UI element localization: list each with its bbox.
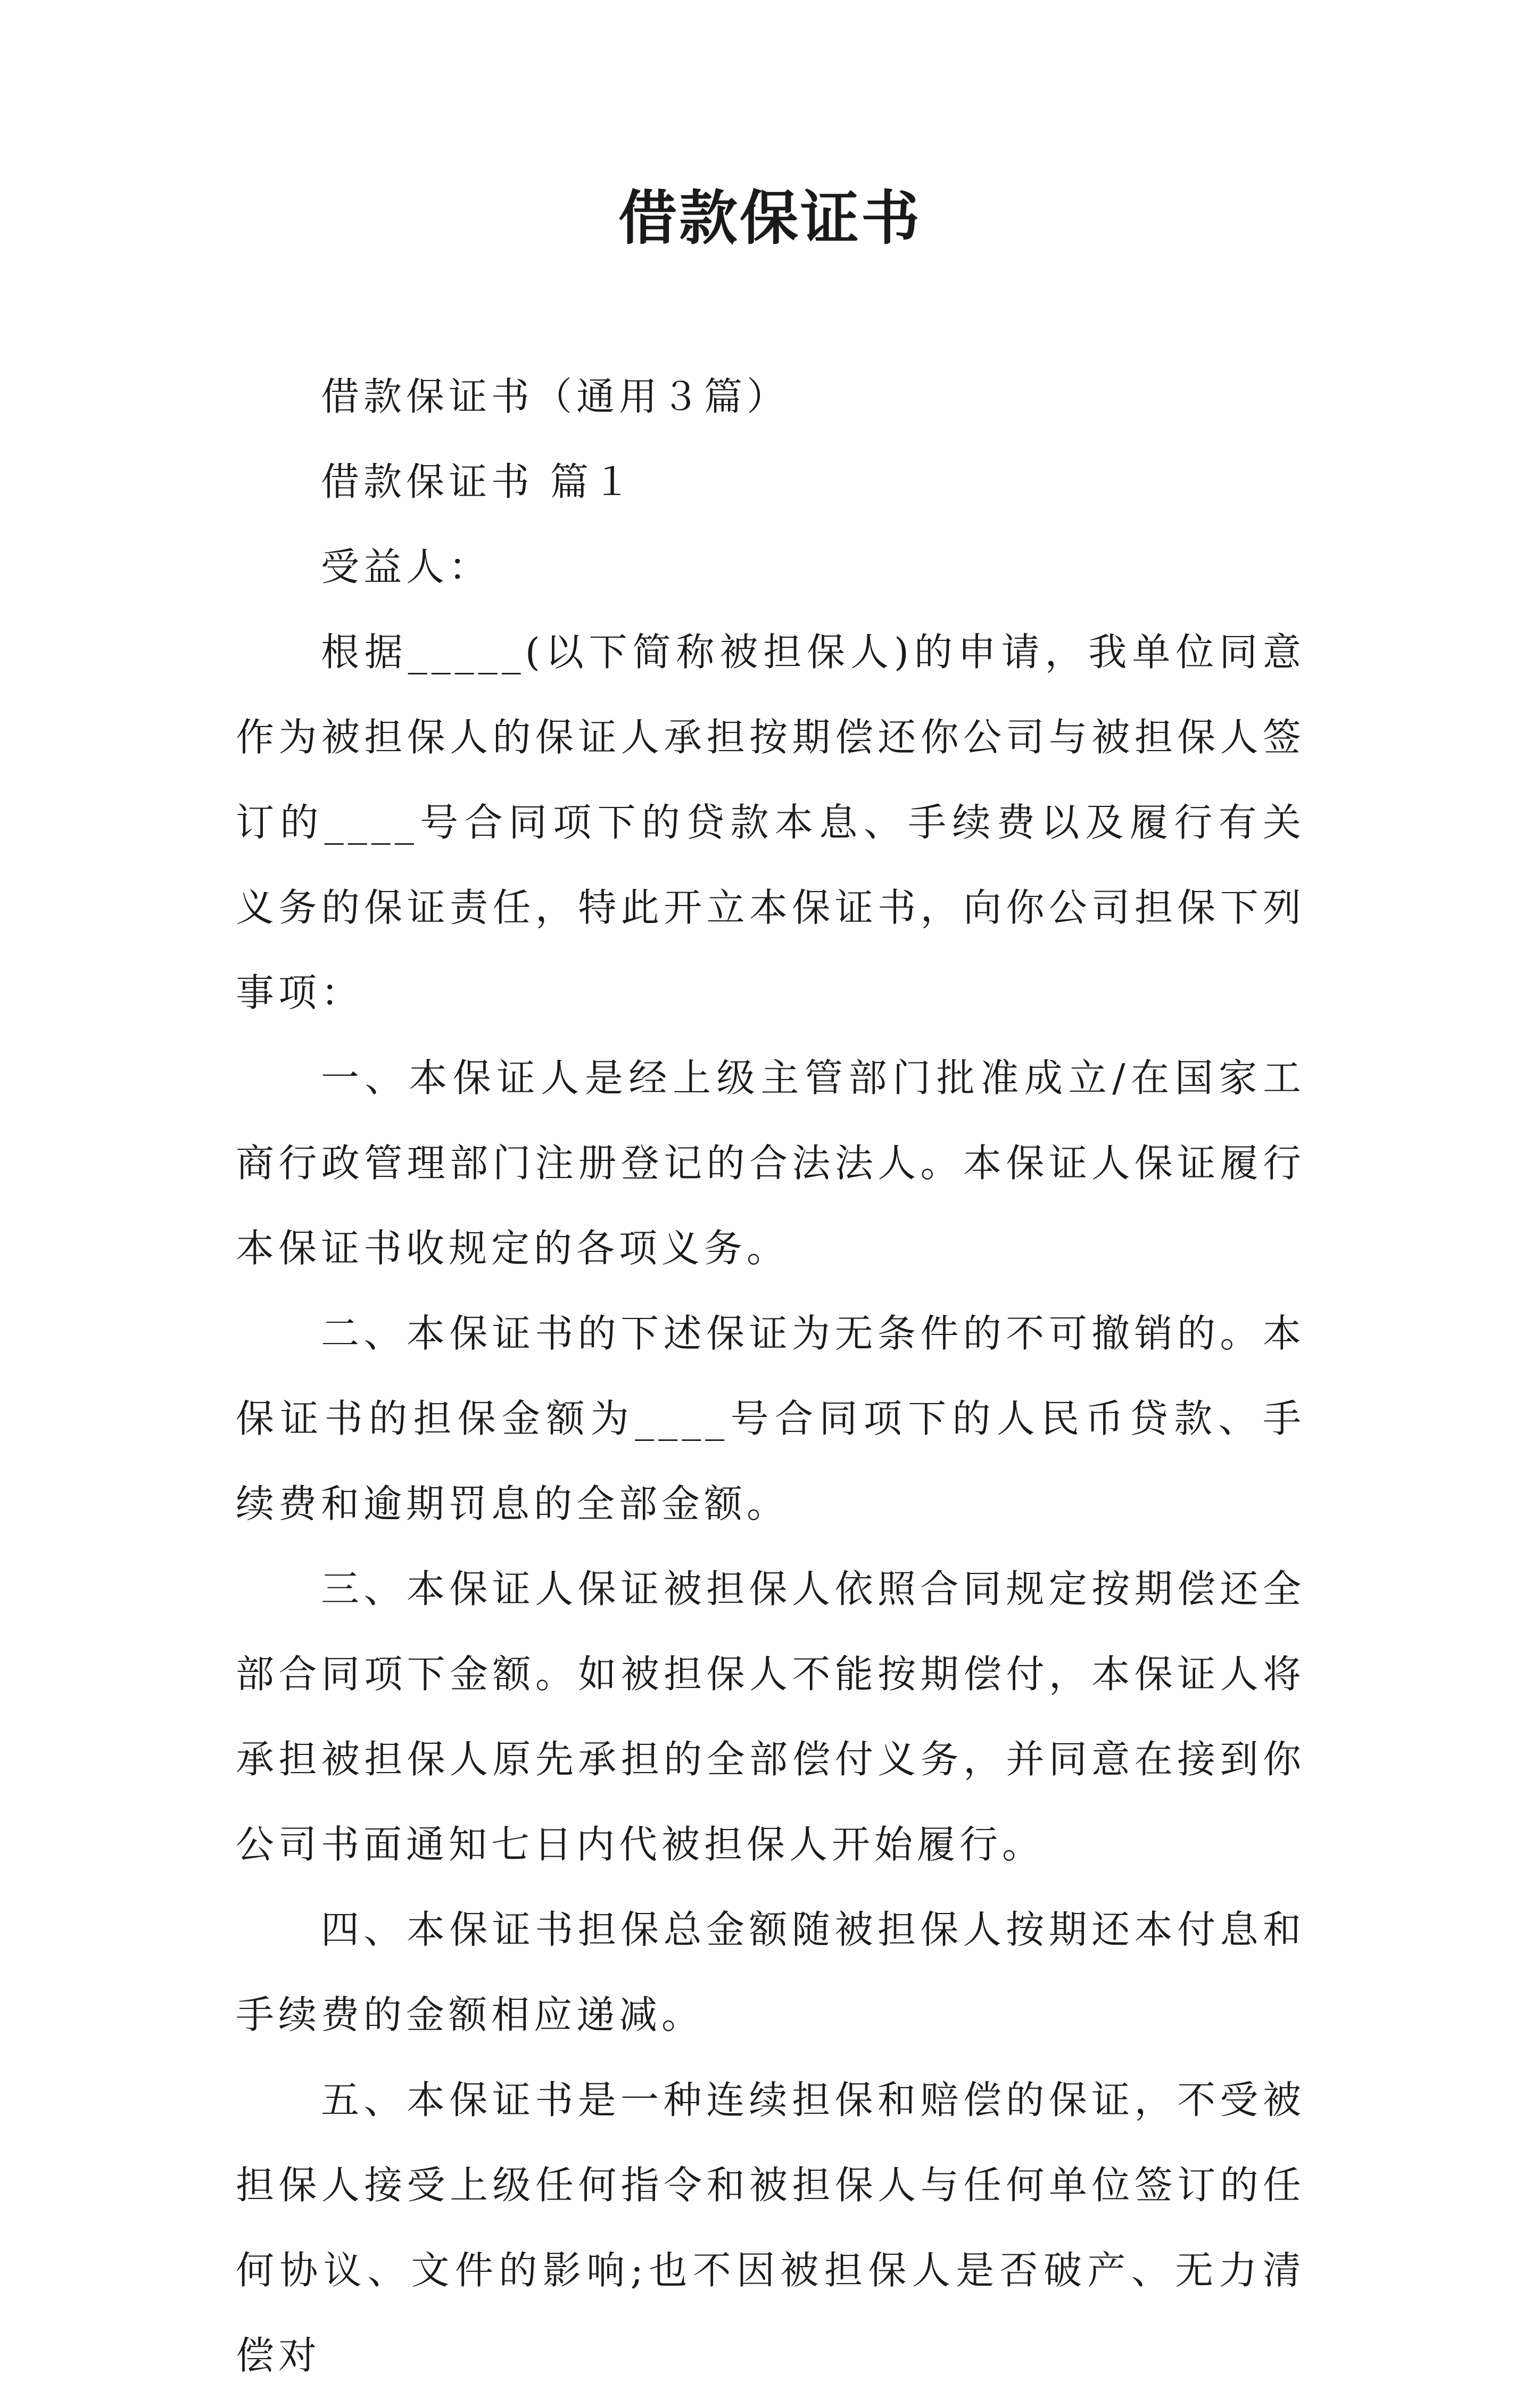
section-heading: 借款保证书 篇１	[321, 459, 635, 504]
intro-paragraph: 根据_____(以下简称被担保人)的申请，我单位同意作为被担保人的保证人承担按期偿还你公司与被担保人签订的____号合同项下的贷款本息、手续费以及履行有关义务的保证责任，特此开立本保证书，向你公司担保下列事项：	[236, 630, 1305, 1015]
clause-4-paragraph: 四、本保证书担保总金额随被担保人按期还本付息和手续费的金额相应递减。	[236, 1907, 1305, 2037]
clause-5-paragraph: 五、本保证书是一种连续担保和赔偿的保证，不受被担保人接受上级任何指令和被担保人与任何单位签订的任何协议、文件的影响;也不因被担保人是否破产、无力清偿对	[236, 2078, 1305, 2378]
clause-3-paragraph: 三、本保证人保证被担保人依照合同规定按期偿还全部合同项下金额。如被担保人不能按期偿付，本保证人将承担被担保人原先承担的全部偿付义务，并同意在接到你公司书面通知七日内代被担保人开始履行。	[236, 1567, 1305, 1867]
clause-2-paragraph: 二、本保证书的下述保证为无条件的不可撤销的。本保证书的担保金额为____号合同项下的人民币贷款、手续费和逾期罚息的全部金额。	[236, 1311, 1305, 1526]
beneficiary-line: 受益人：	[321, 545, 492, 589]
clause-1-paragraph: 一、本保证人是经上级主管部门批准成立/在国家工商行政管理部门注册登记的合法法人。本保证人保证履行本保证书收规定的各项义务。	[236, 1056, 1305, 1271]
subtitle-paragraph: 借款保证书（通用３篇）	[321, 374, 790, 419]
document-body	[236, 354, 1305, 2398]
document-title: 借款保证书	[618, 184, 922, 252]
